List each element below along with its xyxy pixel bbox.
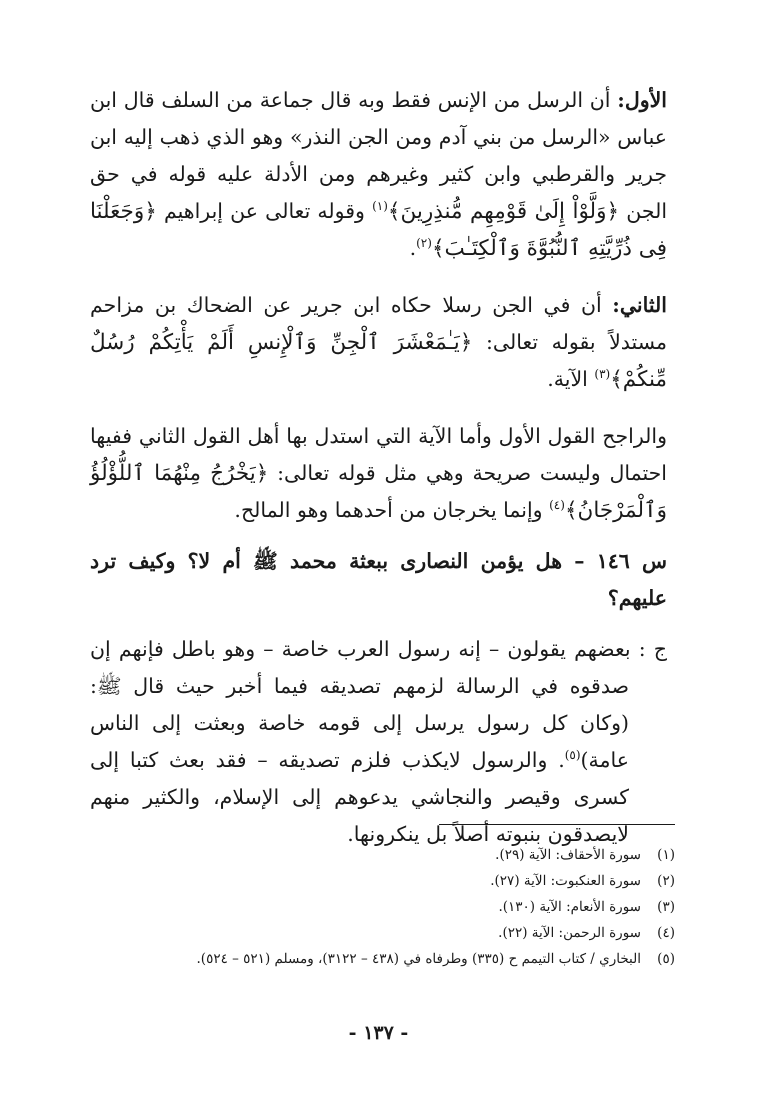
quran-verse-ahqaf: ﴿وَلَّوْاْ إِلَىٰ قَوْمِهِم مُّنذِرِينَ﴾ xyxy=(387,199,620,224)
footnote-ref-2[interactable]: (٢) xyxy=(416,236,432,251)
paragraph-spacer xyxy=(90,267,667,287)
paragraph-first-opinion xyxy=(90,82,667,267)
paragraph-second-opinion xyxy=(90,287,667,398)
preferred-opinion-text: والراجح القول الأول وأما الآية التي استدل بها أهل القول الثاني ففيها احتمال وليست صريحة وهي مثل قوله تعالى: xyxy=(90,424,667,485)
answer-text-2: . والرسول لايكذب فلزم تصديقه – فقد بعث كتبا إلى كسرى وقيصر والنجاشي يدعوهم إلى الإسلام، والكثير منهم لايصدقون بنبوته أصلاً بل ينكرونها. xyxy=(90,748,629,846)
footnote-text: سورة الأنعام: الآية (١٣٠). xyxy=(498,899,641,915)
answer-label: ج : xyxy=(638,637,667,661)
footnote-number: (١) xyxy=(657,847,675,863)
footnote-item xyxy=(60,920,675,946)
footnote-separator xyxy=(439,824,675,825)
footnote-item xyxy=(60,946,675,972)
preferred-opinion-end: وإنما يخرجان من أحدهما وهو المالح. xyxy=(234,498,550,522)
answer-text: بعضهم يقولون – إنه رسول العرب خاصة – وهو باطل فإنهم إن صدقوه في الرسالة لزمهم تصديقه فيما أخبر حيث قال ﷺ: (وكان كل رسول يرسل إلى قومه خاصة وبعثت إلى الناس عامة) xyxy=(90,637,631,772)
second-opinion-text: أن في الجن رسلا حكاه ابن جرير عن الضحاك بن مزاحم مستدلاً بقوله تعالى: xyxy=(90,293,667,354)
footnotes xyxy=(60,842,675,972)
second-opinion-end: الآية. xyxy=(547,367,595,391)
footnote-text: البخاري / كتاب التيمم ح (٣٣٥) وطرفاه في (٤٣٨ – ٣١٢٢)، ومسلم (٥٢١ – ٥٢٤). xyxy=(196,951,641,967)
first-opinion-end: . xyxy=(409,236,417,260)
question-heading: س ١٤٦ – هل يؤمن النصارى ببعثة محمد ﷺ أم لا؟ وكيف ترد عليهم؟ xyxy=(90,549,667,610)
main-text xyxy=(90,82,667,853)
second-opinion-label: الثاني: xyxy=(612,293,667,317)
footnote-text: سورة الرحمن: الآية (٢٢). xyxy=(498,925,641,941)
first-opinion-text: أن الرسل من الإنس فقط وبه قال جماعة من السلف قال ابن عباس «الرسل من بني آدم ومن الجن النذر» وهو الذي ذهب إليه ابن جرير والقرطبي وابن كثير وغيرهم ومن الأدلة عليه قوله في حق الجن xyxy=(90,88,668,223)
quran-verse-anam: ﴿يَـٰمَعْشَرَ ٱلْجِنِّ وَٱلْإِنسِ أَلَمْ يَأْتِكُمْ رُسُلٌ مِّنكُمْ﴾ xyxy=(90,330,667,392)
footnote-number: (٥) xyxy=(657,951,675,967)
first-opinion-text-2: وقوله تعالى عن إبراهيم xyxy=(156,199,373,223)
footnote-ref-1[interactable]: (١) xyxy=(372,199,388,214)
paragraph-spacer xyxy=(90,398,667,418)
quran-verse-rahman: ﴿يَخْرُجُ مِنْهُمَا ٱللُّؤْلُؤُ وَٱلْمَرْجَانُ﴾ xyxy=(90,461,667,523)
paragraph-spacer xyxy=(90,529,667,543)
footnote-number: (٣) xyxy=(657,899,675,915)
footnote-number: (٤) xyxy=(657,925,675,941)
page-number: - ١٣٧ - xyxy=(348,1022,409,1044)
footnote-text: سورة العنكبوت: الآية (٢٧). xyxy=(490,873,641,889)
footnote-ref-3[interactable]: (٣) xyxy=(594,367,611,382)
paragraph-preferred-opinion xyxy=(90,418,667,529)
footnote-ref-4[interactable]: (٤) xyxy=(549,498,565,513)
paragraph-spacer xyxy=(90,617,667,631)
answer-paragraph xyxy=(90,631,667,853)
first-opinion-label: الأول: xyxy=(617,88,667,112)
footnote-item xyxy=(60,842,675,868)
quran-verse-ankabut: ﴿وَجَعَلْنَا فِى ذُرِّيَّتِهِ ٱلنُّبُوَّةَ وَٱلْكِتَـٰبَ﴾ xyxy=(90,199,667,261)
footnote-item xyxy=(60,868,675,894)
footnote-ref-5[interactable]: (٥) xyxy=(564,748,581,763)
footnote-item xyxy=(60,894,675,920)
footnote-text: سورة الأحقاف: الآية (٢٩). xyxy=(495,847,641,863)
footnote-number: (٢) xyxy=(657,873,675,889)
